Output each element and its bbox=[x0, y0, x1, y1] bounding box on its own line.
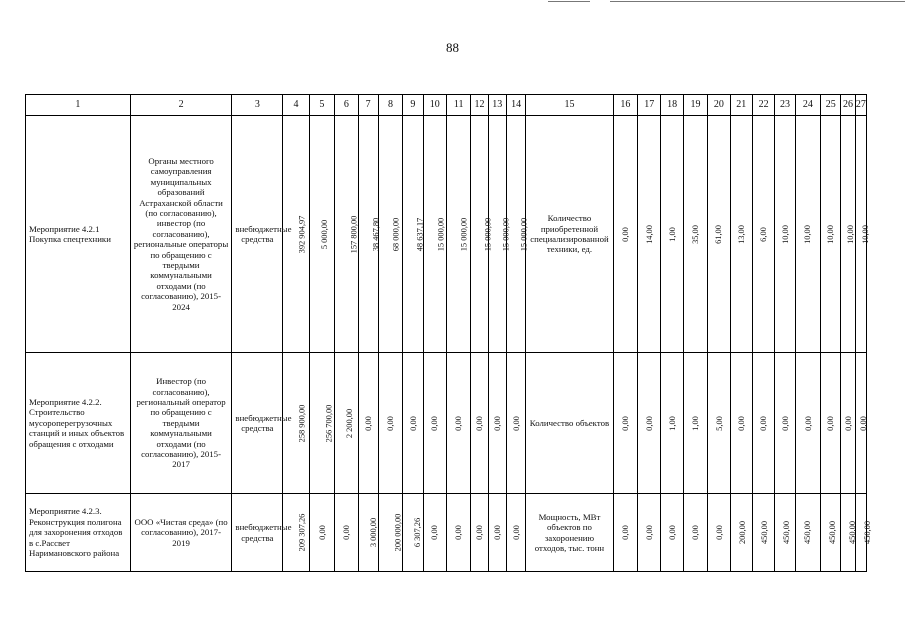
column-header-26: 26 bbox=[841, 95, 855, 116]
value-text: 5,00 bbox=[714, 415, 724, 431]
value-text: 0,00 bbox=[858, 415, 868, 431]
value-text: 13,00 bbox=[736, 224, 746, 244]
header-row bbox=[26, 95, 867, 116]
measures-table bbox=[25, 94, 872, 572]
value-cell bbox=[488, 353, 506, 494]
value-text: 0,00 bbox=[454, 525, 464, 541]
column-header-27: 27 bbox=[855, 95, 866, 116]
funding-source: внебюджетные средства bbox=[232, 353, 283, 494]
value-text: 0,00 bbox=[620, 226, 630, 242]
value-cell bbox=[841, 353, 855, 494]
value-text: 0,00 bbox=[430, 525, 440, 541]
funding-source: внебюджетные средства bbox=[232, 116, 283, 353]
column-header-19: 19 bbox=[683, 95, 707, 116]
value-cell bbox=[309, 116, 334, 353]
value-cell bbox=[506, 494, 525, 572]
indicator-name: Мощность, МВт объектов по захоронению отходов, тыс. тонн bbox=[526, 494, 613, 572]
column-header-17: 17 bbox=[638, 95, 661, 116]
value-cell bbox=[661, 494, 683, 572]
value-cell bbox=[613, 116, 637, 353]
value-text: 0,00 bbox=[492, 525, 502, 541]
value-cell bbox=[708, 353, 730, 494]
column-header-20: 20 bbox=[708, 95, 730, 116]
value-text: 200,00 bbox=[737, 521, 747, 545]
value-text: 0,00 bbox=[511, 525, 521, 541]
value-cell bbox=[752, 494, 774, 572]
value-text: 15 000,00 bbox=[483, 217, 493, 252]
value-text: 1,00 bbox=[667, 415, 677, 431]
value-text: 0,00 bbox=[691, 525, 701, 541]
value-text: 256 700,00 bbox=[324, 404, 334, 443]
value-cell bbox=[683, 494, 707, 572]
value-text: 0,00 bbox=[317, 525, 327, 541]
value-cell bbox=[752, 353, 774, 494]
value-cell bbox=[683, 353, 707, 494]
value-text: 0,00 bbox=[620, 415, 630, 431]
column-header-1: 1 bbox=[26, 95, 131, 116]
column-header-24: 24 bbox=[795, 95, 820, 116]
value-cell bbox=[471, 116, 493, 353]
executor: Органы местного самоуправления муниципальных образований Астраханской области (по согласованию), инвестор (по согласованию), региональные операторы по обращению с твердыми коммунальными отходами (по согласованию), 2015-2024 bbox=[130, 116, 232, 353]
value-text: 0,00 bbox=[826, 415, 836, 431]
value-text: 10,00 bbox=[826, 224, 836, 244]
value-cell bbox=[378, 494, 402, 572]
value-cell bbox=[821, 353, 841, 494]
value-text: 450,00 bbox=[828, 521, 838, 545]
measure-name: Мероприятие 4.2.3. Реконструкция полигона для захоронения отходов в с.Рассвет Наримановского района bbox=[26, 494, 131, 572]
column-header-8: 8 bbox=[378, 95, 402, 116]
value-text: 450,00 bbox=[862, 521, 872, 545]
indicator-name: Количество приобретенной специализированной техники, ед. bbox=[526, 116, 613, 353]
column-header-14: 14 bbox=[506, 95, 525, 116]
value-text: 0,00 bbox=[803, 415, 813, 431]
value-text: 2 200,00 bbox=[345, 408, 355, 438]
value-text: 3 000,00 bbox=[368, 518, 378, 548]
value-text: 209 307,26 bbox=[297, 513, 307, 552]
value-cell bbox=[446, 116, 470, 353]
value-text: 0,00 bbox=[474, 415, 484, 431]
value-text: 1,00 bbox=[691, 415, 701, 431]
column-header-25: 25 bbox=[821, 95, 841, 116]
value-text: 0,00 bbox=[736, 415, 746, 431]
column-header-15: 15 bbox=[526, 95, 613, 116]
value-cell bbox=[613, 353, 637, 494]
value-cell bbox=[378, 353, 402, 494]
column-header-10: 10 bbox=[423, 95, 446, 116]
value-text: 10,00 bbox=[780, 224, 790, 244]
value-text: 0,00 bbox=[759, 415, 769, 431]
value-cell bbox=[335, 494, 358, 572]
value-text: 0,00 bbox=[363, 415, 373, 431]
value-cell bbox=[488, 116, 510, 353]
value-cell bbox=[613, 494, 637, 572]
value-cell bbox=[775, 353, 795, 494]
value-text: 48 637,17 bbox=[415, 217, 425, 252]
value-text: 0,00 bbox=[430, 415, 440, 431]
column-header-18: 18 bbox=[661, 95, 683, 116]
value-text: 0,00 bbox=[780, 415, 790, 431]
value-text: 0,00 bbox=[386, 415, 396, 431]
value-text: 0,00 bbox=[492, 415, 502, 431]
value-cell bbox=[855, 494, 872, 572]
value-text: 14,00 bbox=[644, 224, 654, 244]
value-text: 6,00 bbox=[759, 226, 769, 242]
value-cell bbox=[855, 353, 866, 494]
value-cell bbox=[423, 494, 446, 572]
value-text: 0,00 bbox=[408, 415, 418, 431]
value-cell bbox=[309, 353, 334, 494]
value-cell bbox=[471, 353, 488, 494]
value-text: 10,00 bbox=[860, 224, 870, 244]
column-header-3: 3 bbox=[232, 95, 283, 116]
value-cell bbox=[841, 116, 855, 353]
value-cell bbox=[730, 494, 752, 572]
value-cell bbox=[506, 353, 525, 494]
value-cell bbox=[708, 116, 730, 353]
value-text: 0,00 bbox=[714, 525, 724, 541]
value-cell bbox=[423, 116, 446, 353]
column-header-9: 9 bbox=[403, 95, 423, 116]
scan-line-right bbox=[610, 1, 905, 2]
value-cell bbox=[795, 494, 820, 572]
value-text: 450,00 bbox=[782, 521, 792, 545]
value-cell bbox=[775, 116, 795, 353]
value-cell bbox=[708, 494, 730, 572]
column-header-16: 16 bbox=[613, 95, 637, 116]
value-cell bbox=[378, 116, 402, 353]
value-text: 0,00 bbox=[474, 525, 484, 541]
value-cell bbox=[446, 494, 470, 572]
value-text: 68 000,00 bbox=[391, 217, 401, 252]
table-row bbox=[26, 494, 867, 572]
value-cell bbox=[403, 494, 423, 572]
value-text: 38 467,80 bbox=[370, 217, 380, 252]
value-text: 15 000,00 bbox=[435, 217, 445, 252]
value-cell bbox=[775, 494, 795, 572]
value-cell bbox=[423, 353, 446, 494]
value-cell bbox=[821, 494, 841, 572]
value-text: 0,00 bbox=[341, 525, 351, 541]
value-text: 0,00 bbox=[844, 415, 854, 431]
column-header-4: 4 bbox=[283, 95, 309, 116]
value-cell bbox=[730, 116, 752, 353]
value-text: 157 800,00 bbox=[349, 215, 359, 254]
value-cell bbox=[446, 353, 470, 494]
value-cell bbox=[683, 116, 707, 353]
indicator-name: Количество объектов bbox=[526, 353, 613, 494]
value-text: 450,00 bbox=[848, 521, 858, 545]
value-text: 0,00 bbox=[454, 415, 464, 431]
value-text: 15 000,00 bbox=[500, 217, 510, 252]
column-header-22: 22 bbox=[752, 95, 774, 116]
value-text: 10,00 bbox=[803, 224, 813, 244]
table-row bbox=[26, 116, 867, 353]
page-number: 88 bbox=[446, 40, 459, 55]
measure-name: Мероприятие 4.2.1 Покупка спецтехники bbox=[26, 116, 131, 353]
value-cell bbox=[309, 494, 334, 572]
executor: Инвестор (по согласованию), региональный оператор по обращению с твердыми коммунальными отходами (по согласованию), 2015-2017 bbox=[130, 353, 232, 494]
value-cell bbox=[821, 116, 841, 353]
column-header-6: 6 bbox=[335, 95, 358, 116]
value-text: 1,00 bbox=[667, 226, 677, 242]
value-cell bbox=[488, 494, 506, 572]
value-text: 35,00 bbox=[691, 224, 701, 244]
column-header-23: 23 bbox=[775, 95, 795, 116]
value-text: 6 307,26 bbox=[413, 518, 423, 548]
value-cell bbox=[855, 116, 870, 353]
value-cell bbox=[283, 116, 309, 353]
value-cell bbox=[471, 494, 488, 572]
column-header-12: 12 bbox=[471, 95, 488, 116]
value-cell bbox=[638, 494, 661, 572]
funding-source: внебюджетные средства bbox=[232, 494, 283, 572]
value-cell bbox=[752, 116, 774, 353]
table-row bbox=[26, 353, 867, 494]
value-text: 0,00 bbox=[644, 415, 654, 431]
value-text: 392 904,97 bbox=[297, 215, 307, 254]
value-cell bbox=[795, 116, 820, 353]
value-cell bbox=[403, 116, 423, 353]
column-header-13: 13 bbox=[488, 95, 506, 116]
column-header-5: 5 bbox=[309, 95, 334, 116]
scan-line-left bbox=[548, 1, 590, 2]
value-text: 200 000,00 bbox=[393, 513, 403, 552]
value-cell bbox=[795, 353, 820, 494]
value-cell bbox=[358, 494, 378, 572]
column-header-11: 11 bbox=[446, 95, 470, 116]
value-text: 61,00 bbox=[714, 224, 724, 244]
value-cell bbox=[358, 116, 378, 353]
value-text: 0,00 bbox=[667, 525, 677, 541]
value-cell bbox=[730, 353, 752, 494]
value-text: 258 900,00 bbox=[297, 404, 307, 443]
value-text: 10,00 bbox=[846, 224, 856, 244]
value-cell bbox=[661, 353, 683, 494]
value-cell bbox=[283, 494, 309, 572]
value-text: 450,00 bbox=[803, 521, 813, 545]
value-text: 15 000,00 bbox=[519, 217, 529, 252]
column-header-21: 21 bbox=[730, 95, 752, 116]
column-header-2: 2 bbox=[130, 95, 232, 116]
executor: ООО «Чистая среда» (по согласованию), 2017-2019 bbox=[130, 494, 232, 572]
value-text: 0,00 bbox=[620, 525, 630, 541]
value-cell bbox=[661, 116, 683, 353]
value-cell bbox=[403, 353, 423, 494]
value-text: 5 000,00 bbox=[319, 219, 329, 249]
value-text: 450,00 bbox=[759, 521, 769, 545]
value-text: 0,00 bbox=[644, 525, 654, 541]
value-cell bbox=[358, 353, 378, 494]
measure-name: Мероприятие 4.2.2. Строительство мусороперегрузочных станций и иных объектов обращения с отходами bbox=[26, 353, 131, 494]
value-cell bbox=[335, 116, 358, 353]
value-cell bbox=[841, 494, 858, 572]
value-cell bbox=[638, 353, 661, 494]
value-text: 0,00 bbox=[511, 415, 521, 431]
value-cell bbox=[506, 116, 529, 353]
value-cell bbox=[283, 353, 309, 494]
value-cell bbox=[638, 116, 661, 353]
column-header-7: 7 bbox=[358, 95, 378, 116]
value-cell bbox=[335, 353, 358, 494]
value-text: 15 000,00 bbox=[459, 217, 469, 252]
